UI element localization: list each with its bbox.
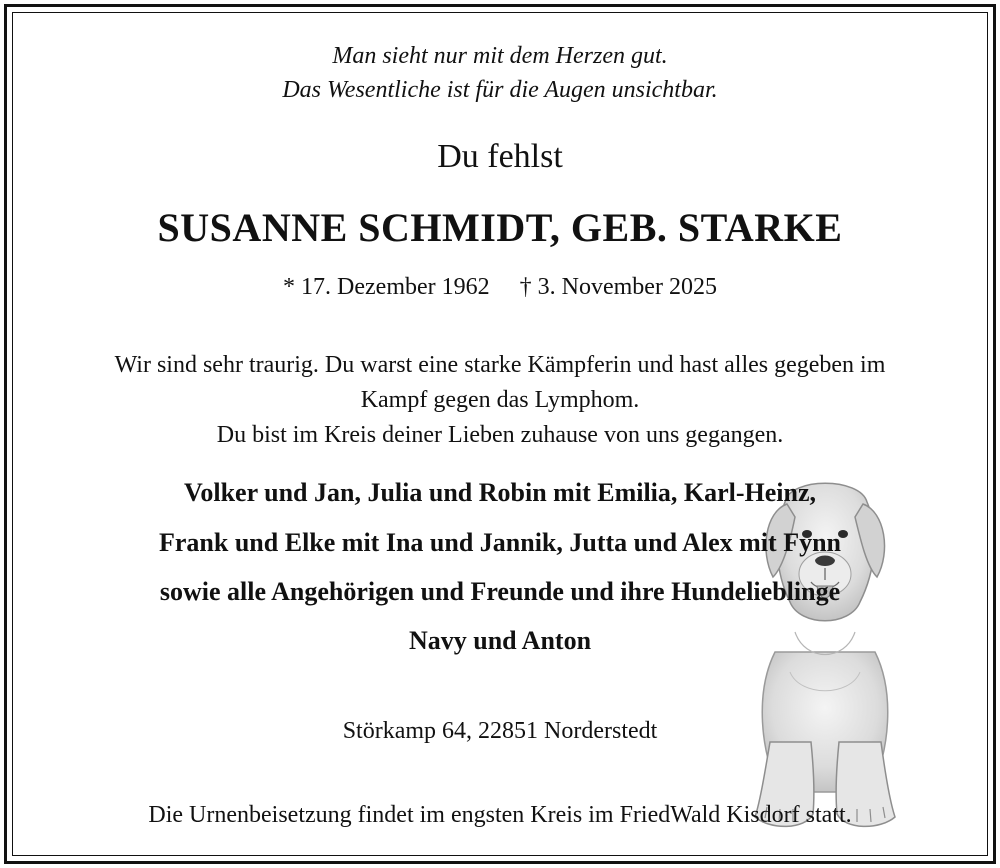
mourners-line-2: Frank und Elke mit Ina und Jannik, Jutta und Alex mit Fynn [159,528,841,557]
burial-notice: Die Urnenbeisetzung findet im engsten Kreis im FriedWald Kisdorf statt. [148,802,852,828]
address: Störkamp 64, 22851 Norderstedt [342,718,658,744]
message-line-3: Du bist im Kreis deiner Lieben zuhause von uns gegangen. [216,422,784,448]
quote-line-2: Das Wesentliche ist für die Augen unsichtbar. [282,77,718,103]
message-line-1: Wir sind sehr traurig. Du warst eine starke Kämpferin und hast alles gegeben im [114,352,886,378]
mourners-line-1: Volker und Jan, Julia und Robin mit Emilia, Karl-Heinz, [183,478,817,507]
birth-date: * 17. Dezember 1962 [283,274,490,300]
death-date: † 3. November 2025 [519,274,717,300]
message-line-2: Kampf gegen das Lymphom. [360,387,640,413]
mourners-line-3: sowie alle Angehörigen und Freunde und ihre Hundelieblinge [159,577,841,606]
quote-line-1: Man sieht nur mit dem Herzen gut. [332,43,668,69]
heading: Du fehlst [437,138,563,175]
deceased-name: SUSANNE SCHMIDT, GEB. STARKE [157,205,843,250]
life-dates [20,274,980,301]
mourners-line-4: Navy und Anton [408,626,592,655]
